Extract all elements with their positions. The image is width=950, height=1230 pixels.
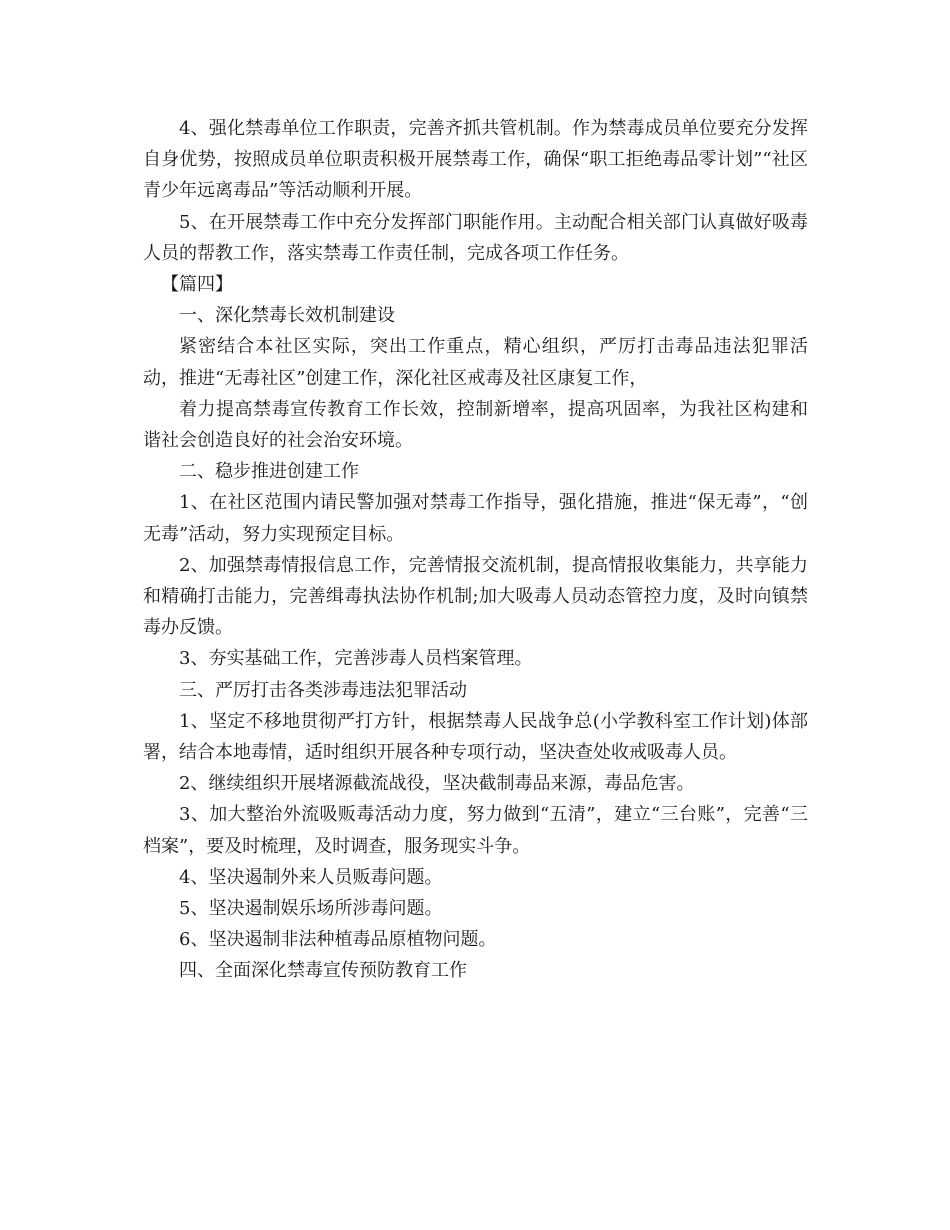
heading-mechanism-building: 一、深化禁毒长效机制建设 <box>179 305 395 327</box>
paragraph-archive-management: 3、夯实基础工作，完善涉毒人员档案管理。 <box>179 648 533 670</box>
paragraph-block-source: 2、继续组织开展堵源截流战役，坚决截制毒品来源，毒品危害。 <box>179 773 695 795</box>
paragraph-community-reality: 紧密结合本社区实际，突出工作重点，精心组织，严厉打击毒品违法犯罪活动，推进“无毒社区”创建工作，深化社区戒毒及社区康复工作， <box>143 336 808 389</box>
paragraph-strengthen-responsibility: 4、强化禁毒单位工作职责，完善齐抓共管机制。作为禁毒成员单位要充分发挥自身优势，按照成员单位职责积极开展禁毒工作，确保“职工拒绝毒品零计划”“社区青少年远离毒品”等活动顺利开展。 <box>143 118 808 202</box>
paragraph-education-effect: 着力提高禁毒宣传教育工作长效，控制新增率，提高巩固率，为我社区构建和谐社会创造良好的社会治安环境。 <box>143 398 808 452</box>
document-body <box>143 113 808 987</box>
paragraph-curb-outsiders: 4、坚决遏制外来人员贩毒问题。 <box>179 866 443 888</box>
paragraph-department-function: 5、在开展禁毒工作中充分发挥部门职能作用。主动配合相关部门认真做好吸毒人员的帮教工作，落实禁毒工作责任制，完成各项工作任务。 <box>143 211 808 264</box>
paragraph-curb-entertainment: 5、坚决遏制娱乐场所涉毒问题。 <box>179 898 443 920</box>
paragraph-police-guidance: 1、在社区范围内请民警加强对禁毒工作指导，强化措施，推进“保无毒”，“创无毒”活动，努力实现预定目标。 <box>143 492 808 545</box>
section-heading-part-four: 【篇四】 <box>161 274 233 296</box>
paragraph-intelligence-work: 2、加强禁毒情报信息工作，完善情报交流机制，提高情报收集能力，共享能力和精确打击能力，完善缉毒执法协作机制;加大吸毒人员动态管控力度，及时向镇禁毒办反馈。 <box>143 554 808 639</box>
heading-steady-promotion: 二、稳步推进创建工作 <box>179 461 359 483</box>
paragraph-outflow-rectification: 3、加大整治外流吸贩毒活动力度，努力做到“五清”，建立“三台账”，完善“三档案”，要及时梳理，及时调查，服务现实斗争。 <box>143 804 808 857</box>
heading-crack-down: 三、严厉打击各类涉毒违法犯罪活动 <box>179 679 467 701</box>
paragraph-curb-planting: 6、坚决遏制非法种植毒品原植物问题。 <box>179 929 497 951</box>
heading-publicity-education: 四、全面深化禁毒宣传预防教育工作 <box>179 960 467 982</box>
paragraph-strike-policy: 1、坚定不移地贯彻严打方针，根据禁毒人民战争总(小学教科室工作计划)体部署，结合本地毒情，适时组织开展各种专项行动，坚决查处收戒吸毒人员。 <box>143 710 808 764</box>
